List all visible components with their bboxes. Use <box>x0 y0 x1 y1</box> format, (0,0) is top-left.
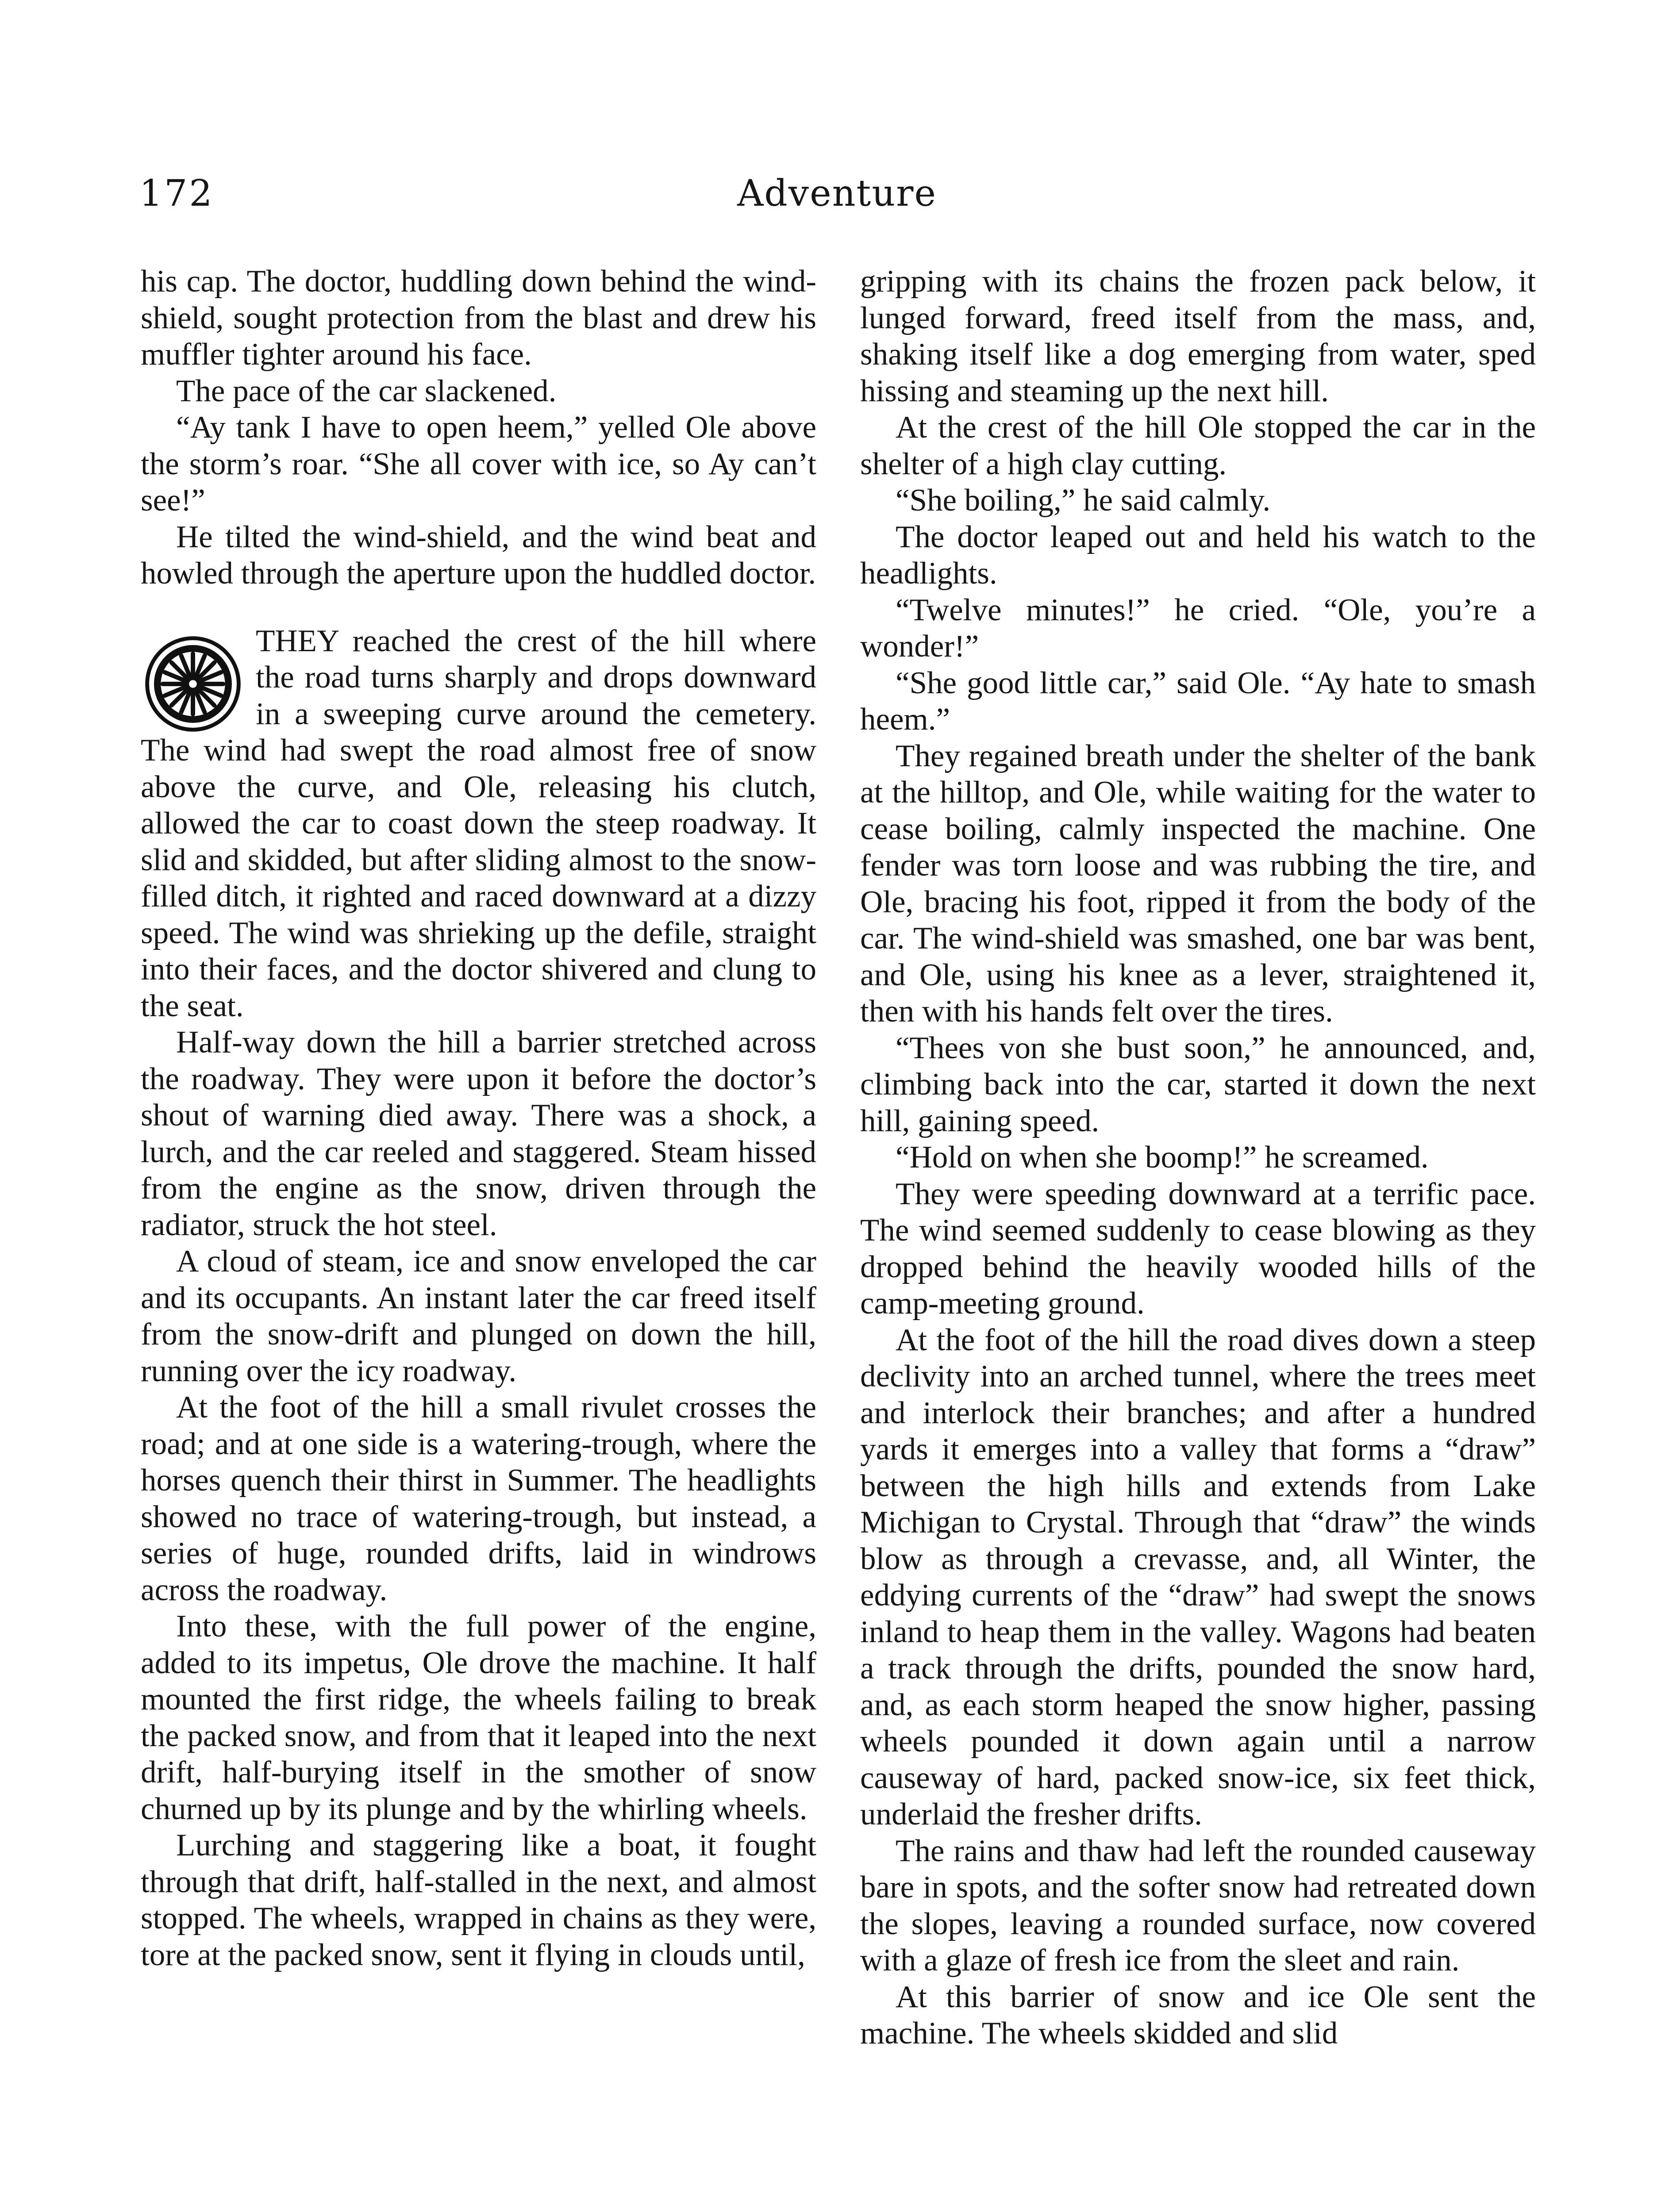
paragraph: They were speeding downward at a terrific pace. The wind seemed suddenly to cease blowing as they dropped behind the heavily wooded hills of the camp-meeting ground. <box>860 1176 1536 1321</box>
paragraph: The doctor leaped out and held his watch to the headlights. <box>860 519 1536 591</box>
paragraph: “She boiling,” he said calmly. <box>896 483 1271 518</box>
section-start <box>141 623 816 1025</box>
paragraph: Lurching and staggering like a boat, it fought through that drift, half-stalled in the next, and almost stopped. The wheels, wrapped in chains as they were, tore at the packed snow, sent it flying in clouds until, <box>141 1828 816 1972</box>
paragraph: He tilted the wind-shield, and the wind beat and howled through the aperture upon the huddled doctor. <box>141 519 816 591</box>
paragraph: THEY reached the crest of the hill where the road turns sharply and drops downward in a sweeping curve around the cemetery. The wind had swept the road almost free of snow above the curve, and Ole, releasing his clutch, allowed the car to coast down the steep roadway. It slid and skidded, but after sliding almost to the snow-filled ditch, it righted and raced downward at a dizzy speed. The wind was shrieking up the defile, straight into their faces, and the doctor shivered and clung to the seat. <box>141 623 816 1023</box>
paragraph: At the crest of the hill Ole stopped the car in the shelter of a high clay cutting. <box>860 410 1536 481</box>
paragraph: The rains and thaw had left the rounded causeway bare in spots, and the softer snow had retreated down the slopes, leaving a rounded surface, now covered with a glaze of fresh ice from the sleet and rain. <box>860 1833 1536 1978</box>
paragraph: A cloud of steam, ice and snow enveloped the car and its occupants. An instant later the car freed itself from the snow-drift and plunged on down the hill, running over the icy roadway. <box>141 1244 816 1388</box>
paragraph: “Hold on when she boomp!” he screamed. <box>896 1140 1429 1175</box>
paragraph: “Twelve minutes!” he cried. “Ole, you’re a wonder!” <box>860 592 1536 664</box>
paragraph: gripping with its chains the frozen pack below, it lunged forward, freed itself from the mass, and, shaking itself like a dog emerging from water, sped hissing and steaming up the next hill. <box>860 264 1536 408</box>
paragraph: his cap. The doctor, huddling down behind the wind-shield, sought protection from the blast and drew his muffler tighter around his face. <box>141 264 816 372</box>
paragraph: Half-way down the hill a barrier stretched across the roadway. They were upon it before the doctor’s shout of warning died away. There was a shock, a lurch, and the car reeled and staggered. Steam hissed from the engine as the snow, driven through the radiator, struck the hot steel. <box>141 1025 816 1242</box>
page-header <box>139 173 1534 234</box>
right-column <box>860 263 1536 2052</box>
left-column <box>141 263 816 1973</box>
paragraph: “Thees von she bust soon,” he announced, and, climbing back into the car, started it down the next hill, gaining speed. <box>860 1030 1536 1138</box>
paragraph: They regained breath under the shelter of the bank at the hilltop, and Ole, while waiting for the water to cease boiling, calmly inspected the machine. One fender was torn loose and was rubbing the tire, and Ole, bracing his foot, ripped it from the body of the car. The wind-shield was smashed, one bar was bent, and Ole, using his knee as a lever, straightened it, then with his hands felt over the tires. <box>860 738 1536 1029</box>
running-title: Adventure <box>737 173 937 215</box>
paragraph: At the foot of the hill a small rivulet crosses the road; and at one side is a watering-trough, where the horses quench their thirst in Summer. The headlights showed no trace of watering-trough, but instead, a series of huge, rounded drifts, laid in windrows across the roadway. <box>141 1390 816 1607</box>
paragraph: At the foot of the hill the road dives down a steep declivity into an arched tunnel, where the trees meet and interlock their branches; and after a hundred yards it emerges into a valley that forms a “draw” between the high hills and extends from Lake Michigan to Crystal. Through that “draw” the winds blow as through a crevasse, and, all Winter, the eddying currents of the “draw” had swept the snows inland to heap them in the valley. Wagons had beaten a track through the drifts, pounded the snow hard, and, as each storm heaped the snow higher, passing wheels pounded it down again until a narrow causeway of hard, packed snow-ice, six feet thick, underlaid the fresher drifts. <box>860 1322 1536 1832</box>
wheel-icon <box>141 623 247 731</box>
paragraph: Into these, with the full power of the engine, added to its impetus, Ole drove the machine. It half mounted the first ridge, the wheels failing to break the packed snow, and from that it leaped into the next drift, half-burying itself in the smother of snow churned up by its plunge and by the whirling wheels. <box>141 1609 816 1826</box>
page-number: 172 <box>139 173 214 215</box>
paragraph: “She good little car,” said Ole. “Ay hate to smash heem.” <box>860 665 1536 737</box>
paragraph: The pace of the car slackened. <box>176 373 557 408</box>
paragraph: “Ay tank I have to open heem,” yelled Ole above the storm’s roar. “She all cover with ice, so Ay can’t see!” <box>141 410 816 518</box>
paragraph: At this barrier of snow and ice Ole sent the machine. The wheels skidded and slid <box>860 1979 1536 2051</box>
